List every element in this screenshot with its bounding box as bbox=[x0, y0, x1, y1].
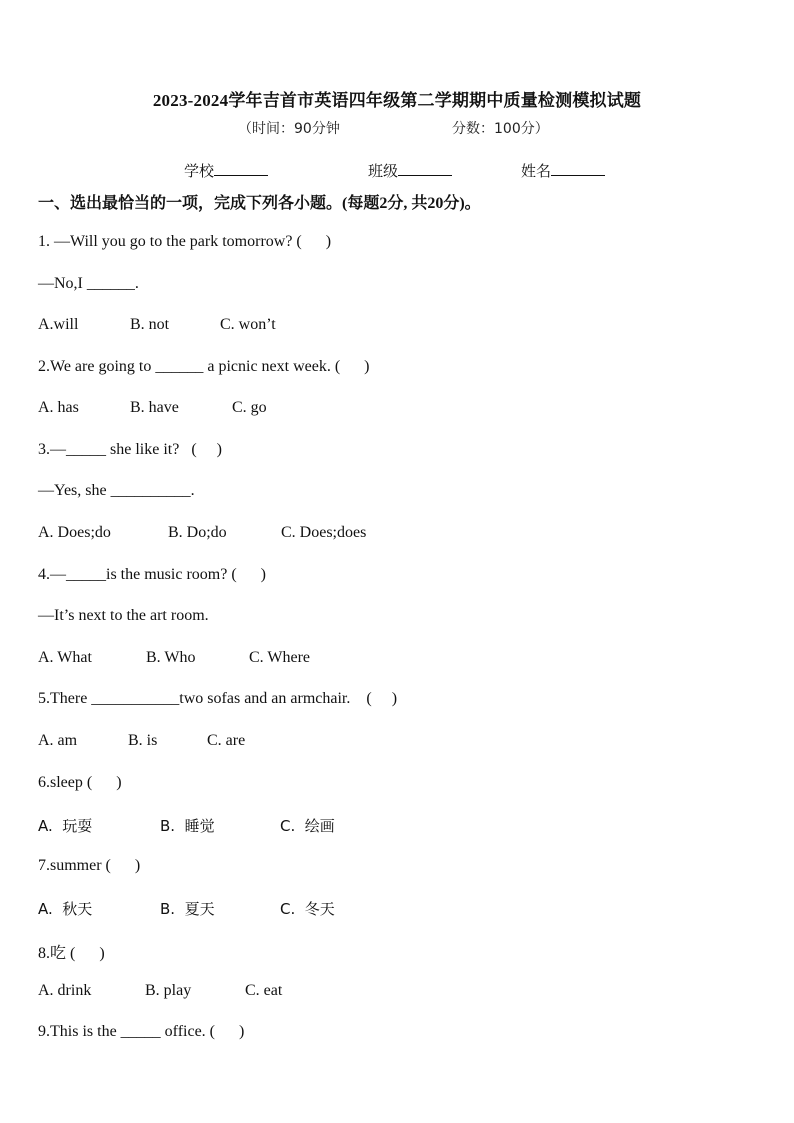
question-2-option-c[interactable]: C. go bbox=[232, 399, 267, 416]
question-3-option-a[interactable]: A. Does;do bbox=[38, 524, 111, 541]
school-blank[interactable] bbox=[214, 161, 268, 176]
question-1-option-b[interactable]: B. not bbox=[130, 316, 170, 333]
question-5-option-c[interactable]: C. are bbox=[207, 732, 246, 749]
question-7-option-c[interactable]: C. 冬天 bbox=[280, 900, 335, 918]
question-6-option-b[interactable]: B. 睡觉 bbox=[160, 817, 215, 835]
question-4-option-b[interactable]: B. Who bbox=[146, 649, 196, 666]
question-1-reply: —No,I ______. bbox=[38, 275, 139, 292]
school-label: 学校 bbox=[184, 162, 215, 180]
question-8-option-b[interactable]: B. play bbox=[145, 982, 192, 999]
question-7-option-a[interactable]: A. 秋天 bbox=[38, 900, 93, 918]
question-8-option-c[interactable]: C. eat bbox=[245, 982, 283, 999]
question-2-stem: 2.We are going to ______ a picnic next week. ( ) bbox=[38, 358, 370, 375]
class-field[interactable] bbox=[368, 160, 452, 181]
exam-time: （时间：90分钟 bbox=[238, 121, 340, 137]
question-3-option-c[interactable]: C. Does;does bbox=[281, 524, 367, 541]
section-heading: 一、选出最恰当的一项，完成下列各小题。(每题2分, 共20分)。 bbox=[38, 195, 481, 212]
question-8-stem: 8.吃 ( ) bbox=[38, 945, 105, 962]
question-1-stem: 1. —Will you go to the park tomorrow? ( ) bbox=[38, 233, 332, 250]
question-3-reply: —Yes, she __________. bbox=[38, 482, 195, 499]
school-field[interactable] bbox=[184, 160, 268, 181]
page-title: 2023-2024学年吉首市英语四年级第二学期期中质量检测模拟试题 bbox=[152, 91, 642, 110]
question-2-option-b[interactable]: B. have bbox=[130, 399, 179, 416]
name-blank[interactable] bbox=[551, 161, 605, 176]
question-4-reply: —It’s next to the art room. bbox=[38, 607, 209, 624]
question-4-option-a[interactable]: A. What bbox=[38, 649, 92, 666]
question-6-stem: 6.sleep ( ) bbox=[38, 774, 122, 791]
question-2-option-a[interactable]: A. has bbox=[38, 399, 79, 416]
question-3-stem: 3.—_____ she like it? ( ) bbox=[38, 441, 222, 458]
question-5-stem: 5.There ___________two sofas and an armchair. ( ) bbox=[38, 690, 398, 707]
class-label: 班级 bbox=[368, 162, 399, 180]
name-label: 姓名 bbox=[521, 162, 552, 180]
question-7-stem: 7.summer ( ) bbox=[38, 857, 141, 874]
question-6-option-c[interactable]: C. 绘画 bbox=[280, 817, 335, 835]
question-8-option-a[interactable]: A. drink bbox=[38, 982, 92, 999]
exam-score: 分数：100分） bbox=[452, 121, 549, 137]
class-blank[interactable] bbox=[398, 161, 452, 176]
question-4-stem: 4.—_____is the music room? ( ) bbox=[38, 566, 266, 583]
question-1-option-a[interactable]: A.will bbox=[38, 316, 79, 333]
question-1-option-c[interactable]: C. won’t bbox=[220, 316, 276, 333]
question-9-stem: 9.This is the _____ office. ( ) bbox=[38, 1023, 245, 1040]
question-3-option-b[interactable]: B. Do;do bbox=[168, 524, 227, 541]
question-5-option-a[interactable]: A. am bbox=[38, 732, 78, 749]
question-5-option-b[interactable]: B. is bbox=[128, 732, 158, 749]
question-7-option-b[interactable]: B. 夏天 bbox=[160, 900, 215, 918]
question-6-option-a[interactable]: A. 玩耍 bbox=[38, 817, 93, 835]
name-field[interactable] bbox=[521, 160, 605, 181]
question-4-option-c[interactable]: C. Where bbox=[249, 649, 311, 666]
